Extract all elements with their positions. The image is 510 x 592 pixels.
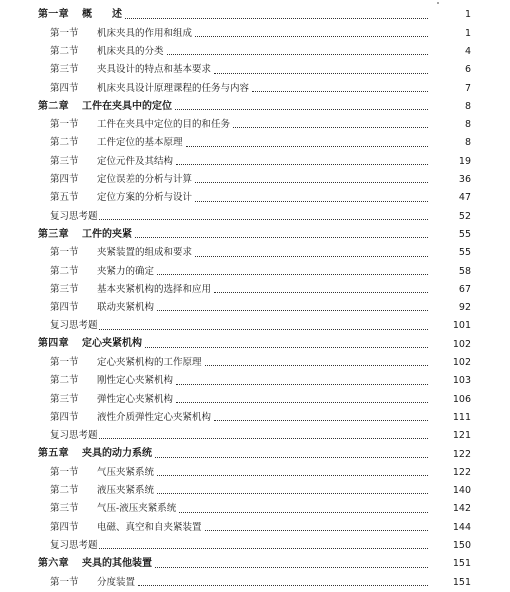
toc-entry-title: 夹紧装置的组成和要求 — [97, 247, 193, 259]
toc-entry-page: 1 — [464, 27, 471, 39]
toc-leader-dots — [157, 300, 428, 311]
toc-entry-page: 121 — [452, 430, 471, 442]
toc-entry-label: 第四节 — [50, 521, 79, 533]
toc-section-entry[interactable] — [0, 518, 510, 536]
toc-entry-title: 机床夹具设计原理课程的任务与内容 — [97, 82, 250, 94]
toc-entry-label: 第六章 — [38, 558, 69, 570]
toc-entry-label: 第三节 — [50, 503, 79, 515]
toc-entry-label: 第三节 — [50, 64, 79, 76]
toc-entry-label: 第二节 — [50, 265, 79, 277]
toc-entry-title: 弹性定心夹紧机构 — [97, 393, 174, 405]
toc-leader-dots — [195, 191, 428, 202]
toc-entry-title: 工件在夹具中定位的目的和任务 — [97, 119, 231, 131]
toc-entry-title: 定心夹紧机构的工作原理 — [97, 357, 202, 369]
toc-entry-page: 36 — [458, 174, 471, 186]
toc-entry-page: 4 — [464, 45, 471, 57]
toc-entry-label: 第三节 — [50, 283, 79, 295]
toc-leader-dots — [205, 355, 428, 366]
toc-leader-dots — [176, 392, 428, 403]
toc-section-entry[interactable] — [0, 43, 510, 61]
toc-leader-dots — [99, 538, 428, 549]
toc-leader-dots — [99, 319, 428, 330]
toc-section-entry[interactable] — [0, 134, 510, 152]
toc-entry-title: 定位元件及其结构 — [97, 155, 174, 167]
toc-entry-title: 刚性定心夹紧机构 — [97, 375, 174, 387]
toc-entry-label: 第一节 — [50, 119, 79, 131]
toc-entry-label: 复习思考题 — [50, 320, 98, 332]
toc-leader-dots — [157, 483, 428, 494]
toc-entry-label: 第二节 — [50, 485, 79, 497]
toc-leader-dots — [157, 465, 428, 476]
toc-entry-page: 140 — [452, 485, 471, 497]
toc-leader-dots — [214, 282, 428, 293]
toc-entry-label: 第五节 — [50, 192, 79, 204]
toc-section-entry[interactable] — [0, 372, 510, 390]
toc-entry-title: 定心夹紧机构 — [82, 338, 142, 350]
toc-section-entry[interactable] — [0, 280, 510, 298]
toc-entry-label: 第一节 — [50, 27, 79, 39]
toc-leader-dots — [176, 374, 428, 385]
toc-entry-page: 102 — [452, 338, 471, 350]
toc-entry-label: 第一节 — [50, 466, 79, 478]
toc-entry-label: 第四节 — [50, 302, 79, 314]
toc-entry-label: 第四节 — [50, 411, 79, 423]
toc-entry-title: 夹紧力的确定 — [97, 265, 155, 277]
toc-leader-dots — [214, 63, 428, 74]
toc-section-entry[interactable] — [0, 262, 510, 280]
toc-chapter-entry[interactable] — [0, 445, 510, 463]
toc-leader-dots — [214, 410, 428, 421]
toc-section-entry[interactable] — [0, 354, 510, 372]
toc-entry-page: 122 — [452, 466, 471, 478]
toc-leader-dots — [167, 44, 428, 55]
toc-section-entry[interactable] — [0, 573, 510, 591]
toc-entry-title: 概 述 — [82, 9, 122, 21]
toc-section-entry[interactable] — [0, 152, 510, 170]
toc-entry-label: 第二节 — [50, 137, 79, 149]
toc-entry-label: 第三章 — [38, 228, 69, 240]
toc-entry-page: 8 — [464, 137, 471, 149]
toc-entry-page: 6 — [464, 64, 471, 76]
toc-leader-dots — [125, 8, 428, 19]
toc-leader-dots — [138, 575, 428, 586]
toc-leader-dots — [195, 246, 428, 257]
toc-leader-dots — [195, 26, 428, 37]
toc-leader-dots — [135, 227, 428, 238]
toc-entry-label: 复习思考题 — [50, 210, 98, 222]
toc-entry-label: 第二节 — [50, 45, 79, 57]
toc-chapter-entry[interactable] — [0, 6, 510, 24]
toc-section-entry[interactable] — [0, 482, 510, 500]
toc-review-entry[interactable] — [0, 317, 510, 335]
toc-entry-label: 第三节 — [50, 393, 79, 405]
toc-entry-title: 分度装置 — [97, 576, 136, 588]
toc-leader-dots — [179, 502, 428, 513]
toc-section-entry[interactable] — [0, 244, 510, 262]
toc-entry-page: 101 — [452, 320, 471, 332]
toc-review-entry[interactable] — [0, 427, 510, 445]
toc-entry-title: 基本夹紧机构的选择和应用 — [97, 283, 212, 295]
toc-review-entry[interactable] — [0, 537, 510, 555]
toc-leader-dots — [176, 154, 428, 165]
toc-chapter-entry[interactable] — [0, 226, 510, 244]
toc-entry-page: 102 — [452, 357, 471, 369]
toc-entry-page: 144 — [452, 521, 471, 533]
toc-section-entry[interactable] — [0, 171, 510, 189]
toc-entry-page: 55 — [458, 228, 471, 240]
toc-section-entry[interactable] — [0, 390, 510, 408]
toc-entry-label: 复习思考题 — [50, 430, 98, 442]
toc-leader-dots — [157, 264, 428, 275]
toc-section-entry[interactable] — [0, 500, 510, 518]
toc-entry-label: 第四节 — [50, 174, 79, 186]
toc-section-entry[interactable] — [0, 463, 510, 481]
toc-entry-label: 第一章 — [38, 9, 69, 21]
toc-section-entry[interactable] — [0, 79, 510, 97]
toc-entry-page: 52 — [458, 210, 471, 222]
toc-entry-title: 工件定位的基本原理 — [97, 137, 183, 149]
toc-leader-dots — [155, 557, 428, 568]
toc-leader-dots — [99, 428, 428, 439]
toc-leader-dots — [205, 520, 428, 531]
toc-entry-page: 92 — [458, 302, 471, 314]
toc-entry-title: 气压-液压夹紧系统 — [97, 503, 177, 515]
toc-entry-title: 电磁、真空和自夹紧装置 — [97, 521, 202, 533]
toc-entry-title: 机床夹具的分类 — [97, 45, 164, 57]
toc-leader-dots — [99, 209, 428, 220]
toc-entry-page: 106 — [452, 393, 471, 405]
toc-entry-page: 7 — [464, 82, 471, 94]
toc-entry-page: 1 — [464, 9, 471, 21]
toc-entry-page: 103 — [452, 375, 471, 387]
toc-entry-page: 150 — [452, 540, 471, 551]
toc-leader-dots — [233, 117, 428, 128]
toc-entry-label: 第一节 — [50, 357, 79, 369]
toc-entry-label: 第二章 — [38, 100, 69, 112]
toc-entry-page: 55 — [458, 247, 471, 259]
toc-section-entry[interactable] — [0, 61, 510, 79]
toc-entry-label: 复习思考题 — [50, 540, 98, 551]
toc-entry-title: 夹具的动力系统 — [82, 448, 152, 460]
toc-entry-label: 第一节 — [50, 576, 79, 588]
toc-chapter-entry[interactable] — [0, 97, 510, 115]
toc-leader-dots — [145, 337, 428, 348]
toc-entry-title: 机床夹具的作用和组成 — [97, 27, 193, 39]
toc-leader-dots — [155, 447, 428, 458]
toc-entry-title: 液性介质弹性定心夹紧机构 — [97, 411, 212, 423]
toc-entry-label: 第三节 — [50, 155, 79, 167]
toc-entry-title: 工件的夹紧 — [82, 228, 132, 240]
toc-entry-page: 67 — [458, 283, 471, 295]
toc-entry-label: 第四章 — [38, 338, 69, 350]
toc-entry-title: 工件在夹具中的定位 — [82, 100, 172, 112]
toc-entry-page: 122 — [452, 448, 471, 460]
toc-entry-page: 151 — [452, 558, 471, 570]
toc-entry-title: 夹具设计的特点和基本要求 — [97, 64, 212, 76]
toc-chapter-entry[interactable] — [0, 335, 510, 353]
toc-entry-page: 8 — [464, 100, 471, 112]
toc-entry-title: 联动夹紧机构 — [97, 302, 155, 314]
toc-entry-page: 47 — [458, 192, 471, 204]
toc-entry-page: 19 — [458, 155, 471, 167]
toc-entry-title: 定位误差的分析与计算 — [97, 174, 193, 186]
toc-section-entry[interactable] — [0, 116, 510, 134]
toc-entry-page: 151 — [452, 576, 471, 588]
table-of-contents — [0, 6, 510, 592]
toc-entry-label: 第四节 — [50, 82, 79, 94]
toc-entry-page: 142 — [452, 503, 471, 515]
toc-entry-label: 第五章 — [38, 448, 69, 460]
toc-section-entry[interactable] — [0, 24, 510, 42]
toc-section-entry[interactable] — [0, 299, 510, 317]
toc-leader-dots — [175, 99, 428, 110]
toc-entry-title: 夹具的其他装置 — [82, 558, 152, 570]
toc-section-entry[interactable] — [0, 409, 510, 427]
toc-entry-title: 定位方案的分析与设计 — [97, 192, 193, 204]
toc-entry-page: 8 — [464, 119, 471, 131]
toc-entry-page: 58 — [458, 265, 471, 277]
toc-entry-page: 111 — [452, 411, 471, 423]
toc-leader-dots — [186, 136, 428, 147]
scan-speck — [437, 2, 439, 4]
toc-entry-label: 第二节 — [50, 375, 79, 387]
toc-entry-title: 液压夹紧系统 — [97, 485, 155, 497]
toc-leader-dots — [252, 81, 428, 92]
toc-entry-label: 第一节 — [50, 247, 79, 259]
toc-entry-title: 气压夹紧系统 — [97, 466, 155, 478]
toc-section-entry[interactable] — [0, 189, 510, 207]
toc-review-entry[interactable] — [0, 207, 510, 225]
toc-leader-dots — [195, 172, 428, 183]
